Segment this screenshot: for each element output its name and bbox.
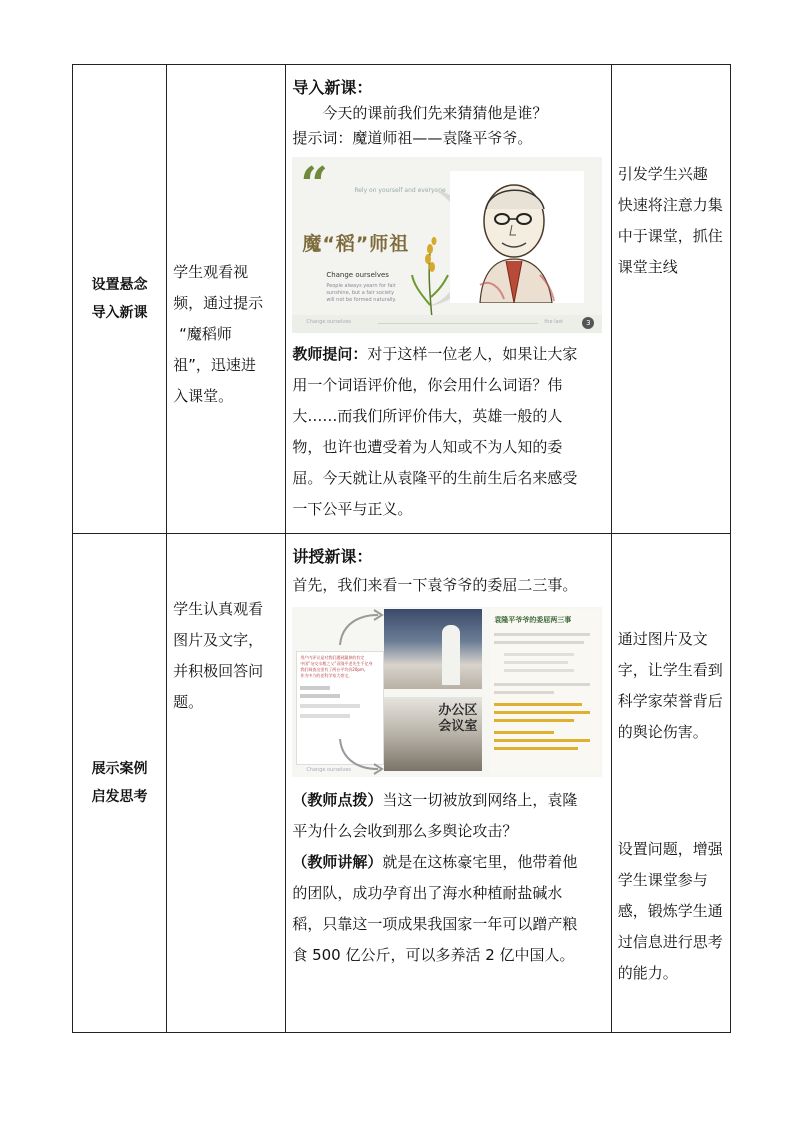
text-line: 对于这样一位老人，如果让大家 xyxy=(367,345,578,363)
teacher-question-paragraph xyxy=(292,339,605,525)
text-line: 平为什么会收到那么多舆论攻击？ xyxy=(292,822,518,840)
quote-mark-icon: “ xyxy=(300,157,328,213)
post-avatar xyxy=(300,694,340,698)
design-intent-cell xyxy=(611,534,730,1033)
text-line: 就是在这栋豪宅里，他带着他 xyxy=(382,853,578,871)
teacher-explanation-label: （教师讲解） xyxy=(292,853,383,871)
photo-person xyxy=(442,625,460,685)
slide-caption: People always yearn for fair sunshine, but a fair society will not be formed naturally. xyxy=(326,283,397,303)
slide-footer-right: the last xyxy=(544,319,564,325)
student-activity-cell xyxy=(167,534,286,1033)
teacher-guidance-label: （教师点拨） xyxy=(292,791,383,809)
text-line: 入课堂。 xyxy=(173,387,234,405)
slide-tagline: Rely on yourself and everyone xyxy=(354,187,446,194)
panel-line xyxy=(494,641,584,644)
post-avatar xyxy=(300,704,360,708)
slide-title: 魔“稻”师祖 xyxy=(302,233,410,255)
section-heading: 讲授新课： xyxy=(292,547,373,566)
photo-car-show xyxy=(384,609,482,689)
stage-cell xyxy=(73,534,167,1033)
section-heading: 导入新课： xyxy=(292,78,373,97)
text-line: 用一个词语评价他，你会用什么词语？伟 xyxy=(292,376,563,394)
teaching-content-cell xyxy=(286,65,611,534)
design-intent-cell xyxy=(611,65,730,534)
text-line: 字，让学生看到 xyxy=(617,661,723,679)
text-line: 中于课堂，抓住 xyxy=(617,227,723,245)
text-line: 今天的课前我们先来猜猜他是谁？ xyxy=(322,104,548,122)
stage-line: 设置悬念 xyxy=(91,277,148,293)
text-line: 频，通过提示 xyxy=(173,294,264,312)
arrow-icon xyxy=(332,609,386,649)
panel-line xyxy=(494,633,590,636)
rice-plant-icon xyxy=(410,235,450,319)
panel-line xyxy=(494,683,590,686)
stage-cell xyxy=(73,65,167,534)
text-line: 的舆论伤害。 xyxy=(617,723,708,741)
text-line: 大……而我们所评价伟大，英雄一般的人 xyxy=(292,407,563,425)
stage-line: 展示案例 xyxy=(91,761,148,777)
slide-image-controversy xyxy=(292,607,602,777)
text-line: 学生认真观看 xyxy=(173,600,264,618)
slide-footer-left: Change ourselves xyxy=(306,319,352,325)
text-line: 设置问题，增强 xyxy=(617,840,723,858)
social-post-text: 用户内评议是对我们遭到漏掉的有定 中国“杂交水稻之父”袁隆平老先生千亿身 我们调查这里有了两台平均价20pm。 作为中力的老科学家大豪宅。 xyxy=(300,655,373,678)
panel-highlight xyxy=(494,739,590,742)
panel-highlight xyxy=(494,711,590,714)
text-line: 稻，只靠这一项成果我国家一年可以蹭产粮 xyxy=(292,915,578,933)
slide-page-number: 3 xyxy=(586,319,591,327)
text-line: 快速将注意力集 xyxy=(617,196,723,214)
student-activity-cell xyxy=(167,65,286,534)
text-line: 学生观看视 xyxy=(173,263,249,281)
stage-line: 启发思考 xyxy=(91,789,148,805)
text-line: 提示词：魔道师祖——袁隆平爷爷。 xyxy=(292,129,533,147)
text-line: 当这一切被放到网络上，袁隆 xyxy=(382,791,578,809)
slide-image-yuan-longping xyxy=(292,157,602,333)
text-line: 的团队，成功孕育出了海水种植耐盐碱水 xyxy=(292,884,563,902)
text-line: 感，锻炼学生通 xyxy=(617,902,723,920)
panel-highlight xyxy=(494,747,578,750)
panel-line xyxy=(504,653,574,656)
slide-progress-track xyxy=(378,323,538,324)
text-line: 物，也许也遭受着为人知或不为人知的委 xyxy=(292,438,563,456)
text-line: 的能力。 xyxy=(617,964,678,982)
text-line: 过信息进行思考 xyxy=(617,933,723,951)
text-line: 并积极回答问 xyxy=(173,662,264,680)
lesson-plan-table xyxy=(72,64,731,1033)
panel-title: 袁隆平爷爷的委屈两三事 xyxy=(494,616,572,624)
table-row xyxy=(73,65,731,534)
text-line: 屈。今天就让从袁隆平的生前生后名来感受 xyxy=(292,469,578,487)
portrait-sketch-image xyxy=(460,175,578,303)
text-line: 首先，我们来看一下袁爷爷的委屈二三事。 xyxy=(292,576,578,594)
panel-line xyxy=(494,691,554,694)
panel-highlight xyxy=(494,719,574,722)
table-row xyxy=(73,534,731,1033)
teacher-explanation-paragraph xyxy=(292,847,605,971)
slide-subtitle: Change ourselves xyxy=(326,271,389,279)
panel-line xyxy=(504,661,568,664)
text-line: 课堂主线 xyxy=(617,258,678,276)
text-line: 图片及文字， xyxy=(173,631,264,649)
post-avatar xyxy=(300,686,330,690)
text-line: “魔稻师 xyxy=(179,325,232,343)
text-line: 引发学生兴趣 xyxy=(617,165,708,183)
teacher-guidance-paragraph xyxy=(292,785,605,847)
text-line: 学生课堂参与 xyxy=(617,871,708,889)
panel-line xyxy=(504,669,574,672)
text-line: 祖”，迅速进 xyxy=(173,356,256,374)
photo-office-sign: 办公区 会议室 xyxy=(438,703,478,734)
panel-highlight xyxy=(494,731,554,734)
slide-footer-left: Change ourselves xyxy=(306,767,352,773)
panel-highlight xyxy=(494,703,582,706)
stage-line: 导入新课 xyxy=(91,305,148,321)
text-line: 一下公平与正义。 xyxy=(292,500,413,518)
text-line: 食 500 亿公斤，可以多养活 2 亿中国人。 xyxy=(292,946,575,964)
post-avatar xyxy=(300,714,350,718)
text-line: 科学家荣誉背后 xyxy=(617,692,723,710)
teaching-content-cell xyxy=(286,534,611,1033)
text-line: 题。 xyxy=(173,693,204,711)
teacher-question-label: 教师提问： xyxy=(292,345,368,363)
text-line: 通过图片及文 xyxy=(617,630,708,648)
